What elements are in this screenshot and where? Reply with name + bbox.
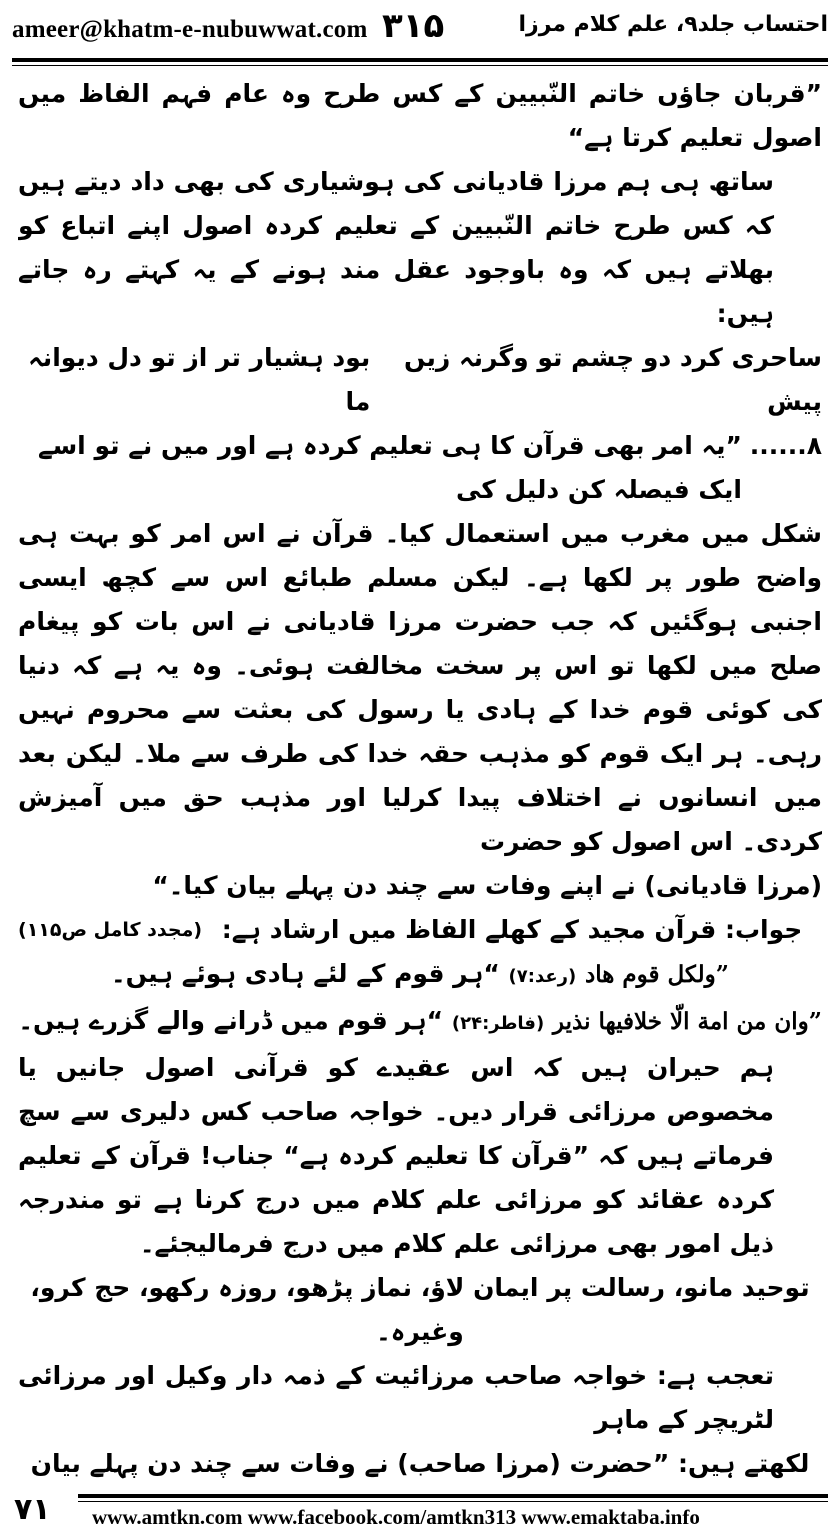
q2-translation: “ہر قوم میں ڈرانے والے گزرے ہیں۔: [18, 1006, 444, 1035]
quran-quote-2: [18, 999, 822, 1046]
paragraph-second-line: لکھتے ہیں: ”حضرت (مرزا صاحب) نے وفات سے چند دن پہلے بیان: [30, 1449, 810, 1478]
q1-arabic: ”ولکل قوم ھاد: [584, 961, 729, 988]
answer-intro: جواب: قرآن مجید کے کھلے الفاظ میں ارشاد ہے:: [221, 915, 803, 944]
persian-verse: [18, 336, 822, 424]
item-number: ۸......: [749, 431, 822, 460]
paragraph: ہم حیران ہیں کہ اس عقیدے کو قرآنی اصول جانیں یا مخصوص مرزائی قرار دیں۔ خواجہ صاحب کس دلیری سے سچ فرماتے ہیں کہ ”قرآن کا تعلیم کردہ ہے“ جناب! قرآن کے تعلیم کردہ عقائد کو مرزائی علم کلام میں درج کرنا ہے تو مندرجہ ذیل امور بھی مرزائی علم کلام میں درج فرمالیجئے۔: [18, 1053, 774, 1258]
page-footer: [0, 1492, 840, 1540]
header-email[interactable]: ameer@khatm-e-nubuwwat.com: [12, 16, 368, 43]
q2-arabic: ”وان من امة الّا خلافیھا نذیر: [552, 1008, 822, 1035]
quran-quote-1: [18, 952, 822, 999]
header-book-title: احتساب جلد۹، علم کلام مرزا: [518, 12, 828, 37]
footer-links[interactable]: www.amtkn.com www.facebook.com/amtkn313 www.emaktaba.info: [92, 1505, 700, 1529]
footer-rule-thin: [78, 1501, 828, 1502]
paragraph: ساتھ ہی ہم مرزا قادیانی کی ہوشیاری کی بھی داد دیتے ہیں کہ کس طرح خاتم النّبیین کے تعلیم کردہ اصول اپنے اتباع کو بھلاتے ہیں کہ وہ باوجود عقل مند ہونے کے یہ کہتے رہ جاتے ہیں:: [18, 167, 774, 328]
list-line: توحید مانو، رسالت پر ایمان لاؤ، نماز پڑھو، روزہ رکھو، حج کرو، وغیرہ۔: [30, 1273, 810, 1346]
header-rule: [12, 58, 828, 62]
paragraph-first-line: تعجب ہے: خواجہ صاحب مرزائیت کے ذمہ دار وکیل اور مرزائی لٹریچر کے ماہر: [18, 1361, 774, 1434]
q1-reference: (رعد:۷): [508, 966, 577, 987]
item-body: شکل میں مغرب میں استعمال کیا۔ قرآن نے اس امر کو بہت ہی واضح طور پر لکھا ہے۔ لیکن مسلم طبائع اس سے کچھ ایسی اجنبی ہوگئیں کہ جب حضرت مرزا قادیانی نے اس بات کو پیغام صلح میں لکھا تو اس پر سخت مخالفت ہوئی۔ وہ یہ ہے کہ دنیا کی کوئی قوم خدا کے ہادی یا رسول کی بعثت سے محروم نہیں رہی۔ ہر ایک قوم کو مذہب حقہ خدا کی طرف سے ملا۔ لیکن بعد میں انسانوں نے اختلاف پیدا کرلیا اور مذہب حق میں آمیزش کردی۔ اس اصول کو حضرت: [18, 519, 822, 856]
q2-reference: (فاطر:۲۴): [451, 1013, 545, 1034]
item-citation: (مجدد کامل ص۱۱۵): [18, 919, 203, 941]
footer-page-mark: ۷۱: [14, 1492, 51, 1527]
page-body: [18, 72, 822, 1490]
page-header: [0, 0, 840, 62]
footer-rule: [78, 1494, 828, 1498]
verse-right-hemistich: ساحری کرد دو چشم تو وگرنہ زیں پیش: [403, 343, 822, 416]
header-page-number: ۳۱۵: [382, 6, 445, 46]
quote-line: ”قربان جاؤں خاتم النّبیین کے کس طرح وہ عام فہم الفاظ میں اصول تعلیم کرتا ہے“: [18, 79, 822, 152]
numbered-item: [18, 424, 822, 512]
header-rule-thin: [12, 65, 828, 66]
item-first-line: ”یہ امر بھی قرآن کا ہی تعلیم کردہ ہے اور میں نے تو اسے ایک فیصلہ کن دلیل کی: [37, 431, 742, 504]
verse-left-hemistich: بود ہشیار تر از تو دل دیوانہ ما: [28, 343, 371, 416]
item-last-text: (مرزا قادیانی) نے اپنے وفات سے چند دن پہلے بیان کیا۔“: [152, 871, 822, 900]
q1-translation: “ہر قوم کے لئے ہادی ہوئے ہیں۔: [111, 959, 500, 988]
